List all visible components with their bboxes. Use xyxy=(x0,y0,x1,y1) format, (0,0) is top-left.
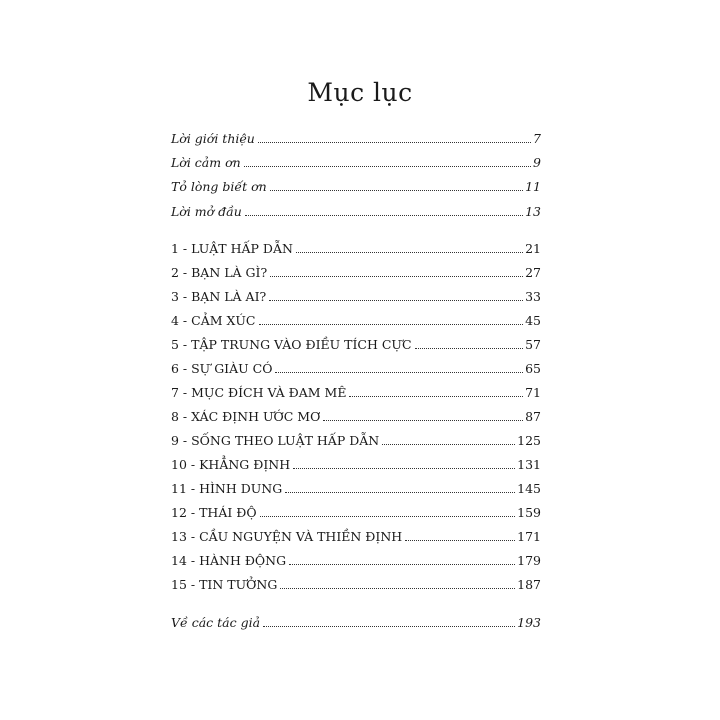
toc-entry xyxy=(171,288,541,312)
leader-dots xyxy=(244,154,531,167)
toc-entry xyxy=(171,240,541,264)
toc-entry xyxy=(171,336,541,360)
entry-label: Tỏ lòng biết ơn xyxy=(171,179,267,195)
entry-page: 71 xyxy=(525,384,541,400)
entry-page: 159 xyxy=(517,504,541,520)
entry-page: 187 xyxy=(517,576,541,592)
entry-page: 65 xyxy=(525,360,541,376)
toc-entry xyxy=(171,528,541,552)
leader-dots xyxy=(415,336,524,349)
toc-entry xyxy=(171,384,541,408)
entry-label: 1 - LUẬT HẤP DẪN xyxy=(171,240,293,256)
toc-entry xyxy=(171,614,541,630)
toc-entry xyxy=(171,480,541,504)
leader-dots xyxy=(270,264,523,277)
entry-page: 45 xyxy=(525,312,541,328)
entry-page: 33 xyxy=(525,288,541,304)
entry-label: Về các tác giả xyxy=(171,614,261,630)
entry-label: 12 - THÁI ĐỘ xyxy=(171,504,257,520)
entry-label: 10 - KHẲNG ĐỊNH xyxy=(171,456,291,472)
front-matter-list xyxy=(171,130,541,227)
leader-dots xyxy=(259,312,524,325)
entry-page: 179 xyxy=(517,552,541,568)
toc-entry xyxy=(171,552,541,576)
entry-label: 13 - CẦU NGUYỆN VÀ THIỀN ĐỊNH xyxy=(171,528,403,544)
toc-entry xyxy=(171,154,541,178)
entry-label: 2 - BẠN LÀ GÌ? xyxy=(171,264,268,280)
entry-label: 9 - SỐNG THEO LUẬT HẤP DẪN xyxy=(171,432,380,448)
leader-dots xyxy=(293,456,515,469)
toc-entry xyxy=(171,432,541,456)
toc-entry xyxy=(171,456,541,480)
entry-page: 131 xyxy=(517,456,541,472)
entry-page: 87 xyxy=(525,408,541,424)
entry-page: 145 xyxy=(517,480,541,496)
toc-entry xyxy=(171,360,541,384)
entry-label: Lời giới thiệu xyxy=(171,130,255,146)
entry-page: 193 xyxy=(517,614,541,630)
leader-dots xyxy=(245,203,523,216)
chapter-list xyxy=(171,240,541,600)
leader-dots xyxy=(285,480,515,493)
entry-label: 4 - CẢM XÚC xyxy=(171,312,256,328)
entry-label: 5 - TẬP TRUNG VÀO ĐIỀU TÍCH CỰC xyxy=(171,336,412,352)
entry-page: 9 xyxy=(533,155,541,171)
leader-dots xyxy=(289,552,515,565)
leader-dots xyxy=(323,408,523,421)
leader-dots xyxy=(270,179,523,192)
toc-entry xyxy=(171,576,541,600)
entry-page: 27 xyxy=(525,264,541,280)
entry-page: 13 xyxy=(525,203,541,219)
entry-label: 6 - SỰ GIÀU CÓ xyxy=(171,360,273,376)
entry-page: 125 xyxy=(517,432,541,448)
leader-dots xyxy=(258,130,531,143)
leader-dots xyxy=(280,576,515,589)
entry-page: 57 xyxy=(525,336,541,352)
entry-page: 171 xyxy=(517,528,541,544)
leader-dots xyxy=(405,528,515,541)
entry-label: Lời mở đầu xyxy=(171,203,242,219)
toc-entry xyxy=(171,264,541,288)
entry-label: 14 - HÀNH ĐỘNG xyxy=(171,552,287,568)
page-title: Mục lục xyxy=(307,78,413,107)
entry-page: 11 xyxy=(525,179,541,195)
entry-label: 7 - MỤC ĐÍCH VÀ ĐAM MÊ xyxy=(171,384,347,400)
toc-entry xyxy=(171,504,541,528)
toc-entry xyxy=(171,408,541,432)
entry-label: 15 - TIN TƯỞNG xyxy=(171,576,278,592)
entry-label: Lời cảm ơn xyxy=(171,155,241,171)
leader-dots xyxy=(296,240,523,253)
leader-dots xyxy=(349,384,523,397)
entry-label: 3 - BẠN LÀ AI? xyxy=(171,288,267,304)
leader-dots xyxy=(382,432,515,445)
entry-label: 11 - HÌNH DUNG xyxy=(171,480,283,496)
back-matter-list xyxy=(171,614,541,630)
leader-dots xyxy=(260,504,516,517)
entry-page: 21 xyxy=(525,240,541,256)
leader-dots xyxy=(269,288,523,301)
toc-entry xyxy=(171,203,541,227)
toc-entry xyxy=(171,312,541,336)
leader-dots xyxy=(263,614,515,627)
leader-dots xyxy=(275,360,523,373)
toc-entry xyxy=(171,130,541,154)
entry-page: 7 xyxy=(533,130,541,146)
entry-label: 8 - XÁC ĐỊNH ƯỚC MƠ xyxy=(171,408,321,424)
toc-entry xyxy=(171,179,541,203)
